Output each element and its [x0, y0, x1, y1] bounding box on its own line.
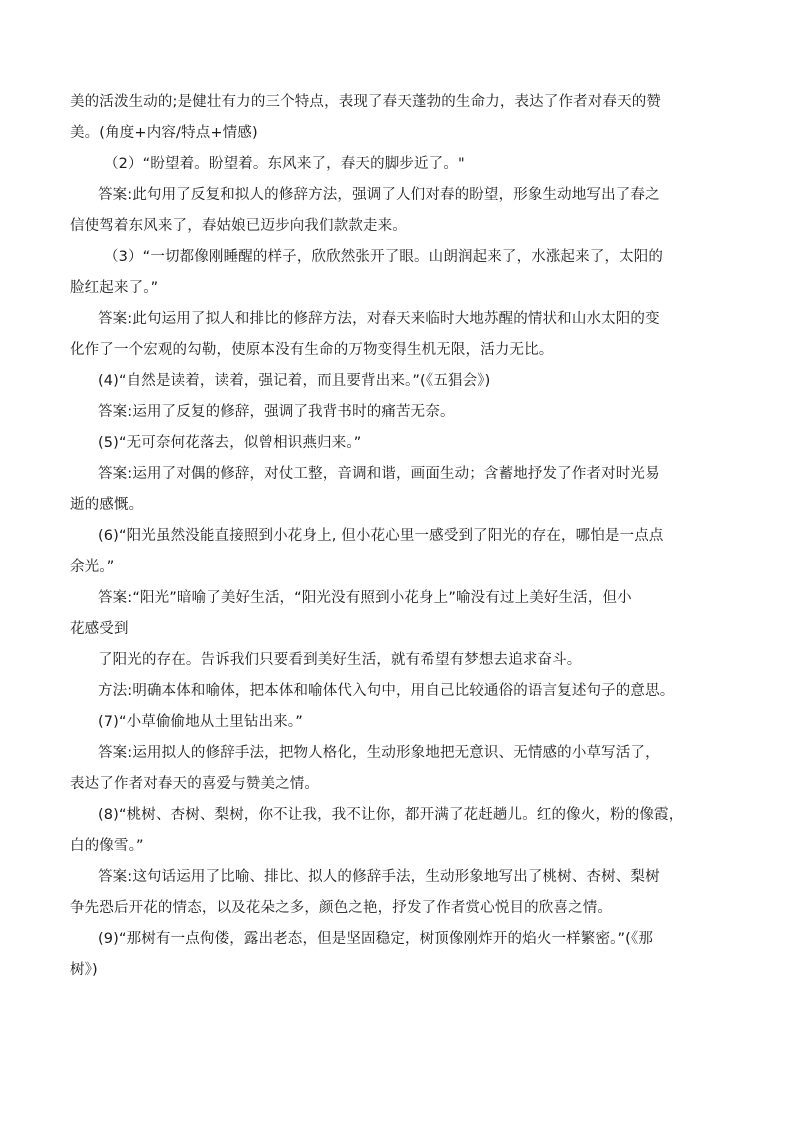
text-line: (4)“自然是读着，读着，强记着，而且要背出来。”(《五猖会》): [98, 373, 491, 389]
text-line: (9)“那树有一点佝偻，露出老态，但是坚固稳定，树顶像刚炸开的焰火一样繁密。”(《那: [98, 931, 654, 947]
text-line: 答案:这句话运用了比喻、排比、拟人的修辞手法，生动形象地写出了桃树、杏树、梨树: [98, 869, 660, 885]
text-line: 花感受到: [70, 621, 129, 637]
text-line: 答案:此句运用了拟人和排比的修辞方法，对春天来临时大地苏醒的情状和山水太阳的变: [98, 311, 660, 327]
text-line: 答案:运用了反复的修辞，强调了我背书时的痛苦无奈。: [98, 404, 455, 420]
text-line: 脸红起来了。”: [70, 280, 159, 296]
text-line: 答案:“阳光”暗喻了美好生活，“阳光没有照到小花身上”喻没有过上美好生活，但小: [98, 590, 632, 606]
text-line: 白的像雪。”: [70, 838, 144, 854]
text-line: 答案:此句用了反复和拟人的修辞方法，强调了人们对春的盼望，形象生动地写出了春之: [98, 187, 660, 203]
text-line: 美。(角度+内容/特点+情感): [70, 125, 258, 141]
text-line: 争先恐后开花的情态，以及花朵之多，颜色之艳，抒发了作者赏心悦目的欣喜之情。: [70, 900, 613, 916]
text-line: 树》): [70, 962, 98, 978]
text-line: (8)“桃树、杏树、梨树，你不让我，我不让你，都开满了花赶趟儿。红的像火，粉的像霞，: [98, 807, 684, 823]
text-line: 美的活泼生动的;是健壮有力的三个特点，表现了春天蓬勃的生命力，表达了作者对春天的赞: [70, 94, 662, 110]
text-line: (7)“小草偷偷地从土里钻出来。”: [98, 714, 303, 730]
text-line: 方法:明确本体和喻体，把本体和喻体代入句中，用自己比较通俗的语言复述句子的意思。: [98, 683, 675, 699]
text-line: （2）“盼望着。盼望着。东风来了，春天的脚步近了。": [104, 156, 465, 172]
document-body: [70, 94, 730, 993]
text-line: 了阳光的存在。告诉我们只要看到美好生活，就有希望有梦想去追求奋斗。: [98, 652, 582, 668]
text-line: 表达了作者对春天的喜爱与赞美之情。: [70, 776, 320, 792]
text-line: 余光。”: [70, 559, 115, 575]
text-line: （3）“一切都像刚睡醒的样子，欣欣然张开了眼。山朗润起来了，水涨起来了，太阳的: [104, 249, 664, 265]
text-line: (6)“阳光虽然没能直接照到小花身上, 但小花心里一感受到了阳光的存在，哪怕是一点点: [98, 528, 664, 544]
text-line: 答案:运用了对偶的修辞，对仗工整，音调和谐，画面生动；含蓄地抒发了作者对时光易: [98, 466, 660, 482]
text-line: 逝的感慨。: [70, 497, 144, 513]
text-line: 信使驾着东风来了，春姑娘已迈步向我们款款走来。: [70, 218, 407, 234]
text-line: 答案:运用拟人的修辞手法，把物人格化，生动形象地把无意识、无情感的小草写活了，: [98, 745, 660, 761]
text-line: (5)“无可奈何花落去，似曾相识燕归来。”: [98, 435, 362, 451]
text-line: 化作了一个宏观的勾勒，使原本没有生命的万物变得生机无限，活力无比。: [70, 342, 554, 358]
